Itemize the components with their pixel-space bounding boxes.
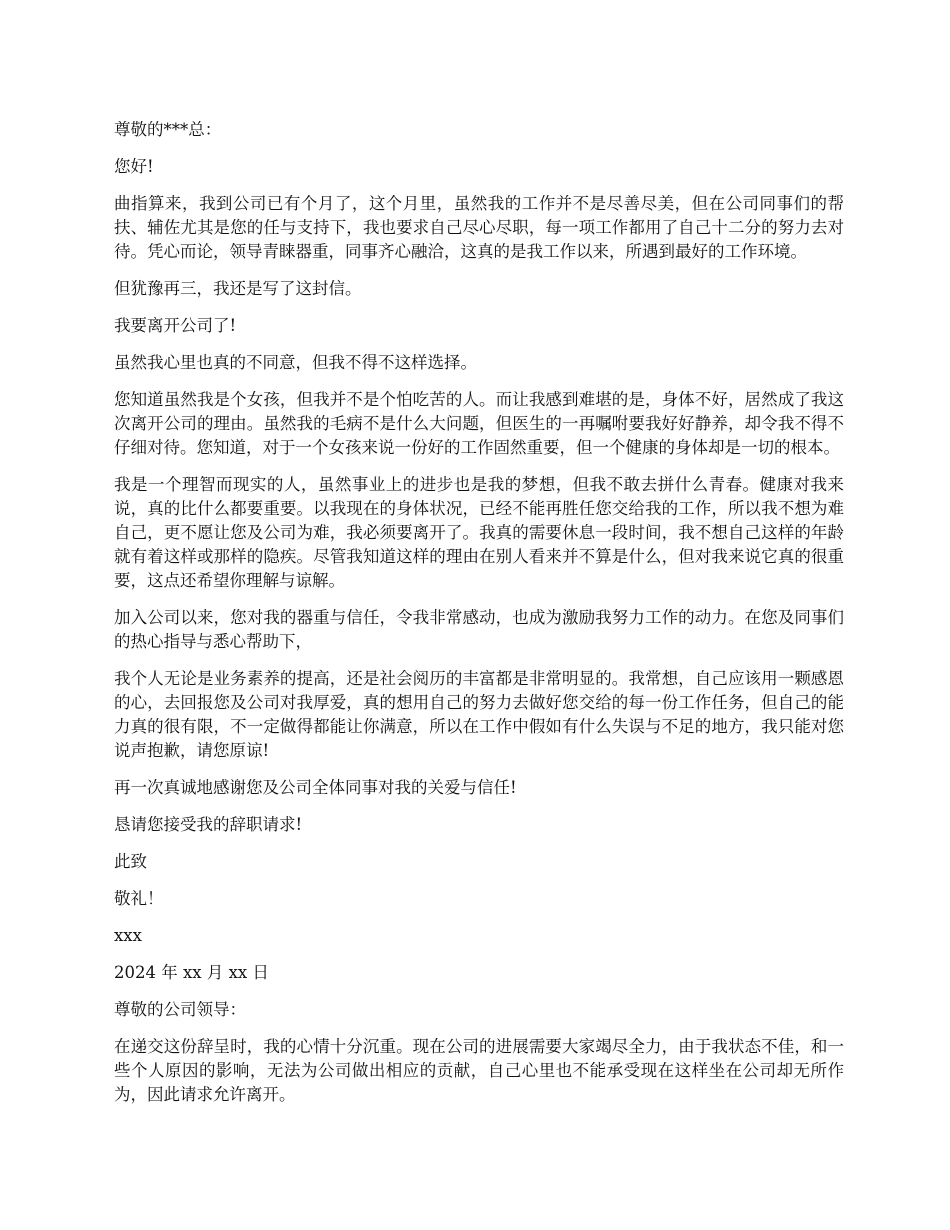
paragraph-gratitude-detail: 我个人无论是业务素养的提高，还是社会阅历的丰富都是非常明显的。我常想，自己应该用一颗感恩的心，去回报您及公司对我厚爱，真的想用自己的努力去做好您交给的每一份工作任务，但自己的能力真的很有限，不一定做得都能让你满意，所以在工作中假如有什么失误与不足的地方，我只能对您说声抱歉，请您原谅!: [114, 669, 844, 760]
closing-jingli: 敬礼！: [114, 889, 164, 908]
signature-name: xxx: [114, 926, 142, 945]
paragraph-hesitation: 但犹豫再三，我还是写了这封信。: [114, 279, 362, 298]
signature-date: 2024 年 xx 月 xx 日: [114, 963, 269, 982]
closing-cizhi: 此致: [114, 852, 147, 871]
salutation-second: 尊敬的公司领导：: [114, 1000, 246, 1019]
greeting: 您好!: [114, 157, 154, 176]
paragraph-request: 恳请您接受我的辞职请求!: [114, 815, 303, 834]
paragraph-health-reason: 您知道虽然我是个女孩，但我并不是个怕吃苦的人。而让我感到难堪的是，身体不好，居然成了我这次离开公司的理由。虽然我的毛病不是什么大问题，但医生的一再嘱咐要我好好静养，却令我不得不仔细对待。您知道，对于一个女孩来说一份好的工作固然重要，但一个健康的身体却是一切的根本。: [114, 390, 844, 457]
paragraph-intro: 曲指算来，我到公司已有个月了，这个月里，虽然我的工作并不是尽善尽美，但在公司同事们的帮扶、辅佐尤其是您的任与支持下，我也要求自己尽心尽职，每一项工作都用了自己十二分的努力去对待。凭心而论，领导青睐器重，同事齐心融洽，这真的是我工作以来，所遇到最好的工作环境。: [114, 194, 844, 261]
paragraph-rational: 我是一个理智而现实的人，虽然事业上的进步也是我的梦想，但我不敢去拼什么青春。健康对我来说，真的比什么都要重要。以我现在的身体状况，已经不能再胜任您交给我的工作，所以我不想为难自己，更不愿让您及公司为难，我必须要离开了。我真的需要休息一段时间，我不想自己这样的年龄就有着这样或那样的隐疾。尽管我知道这样的理由在别人看来并不算是什么，但对我来说它真的很重要，这点还希望你理解与谅解。: [114, 475, 844, 590]
paragraph-leaving: 我要离开公司了!: [114, 316, 237, 335]
paragraph-second-letter: 在递交这份辞呈时，我的心情十分沉重。现在公司的进展需要大家竭尽全力，由于我状态不佳，和一些个人原因的影响，无法为公司做出相应的贡献，自己心里也不能承受现在这样坐在公司却无所作为，因此请求允许离开。: [114, 1037, 844, 1104]
salutation: 尊敬的***总：: [114, 120, 222, 139]
paragraph-thanks: 再一次真诚地感谢您及公司全体同事对我的关爱与信任!: [114, 778, 517, 797]
paragraph-choice: 虽然我心里也真的不同意，但我不得不这样选择。: [114, 353, 477, 372]
paragraph-gratitude-start: 加入公司以来，您对我的器重与信任，令我非常感动，也成为激励我努力工作的动力。在您及同事们的热心指导与悉心帮助下，: [114, 608, 844, 651]
letter-body: [114, 118, 844, 1120]
